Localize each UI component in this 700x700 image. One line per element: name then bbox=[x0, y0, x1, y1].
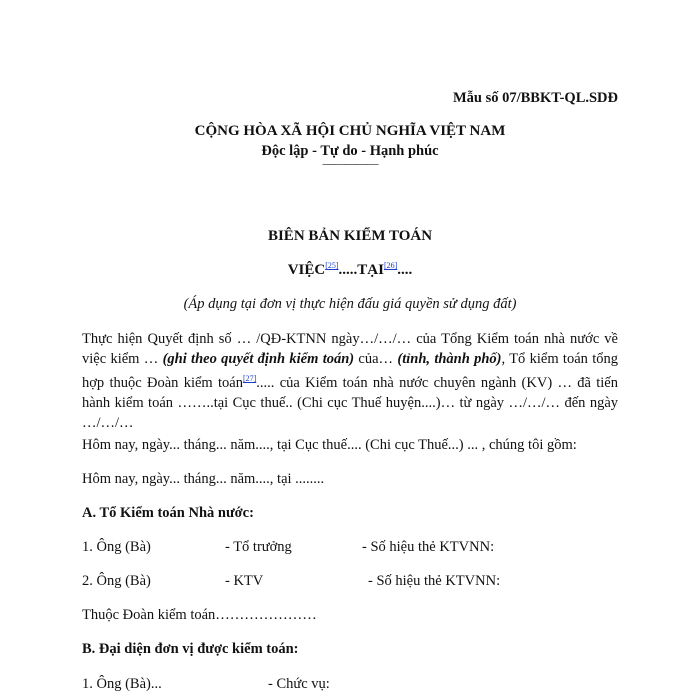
intro-text-3: của… bbox=[354, 351, 398, 367]
subtitle-part-3: .... bbox=[397, 262, 413, 278]
footnote-ref-26[interactable]: [26] bbox=[383, 261, 398, 270]
intro-note-province: (tỉnh, thành phố) bbox=[397, 351, 502, 367]
intro-text-6: ..... của Kiểm toán nhà nước chuyên ngành (KV) … đã tiến hành kiểm toán ……..tại Cục thuế.. (Chi cục Thuế huyện....)… từ ngày …/…/… đến ngày …/…/… bbox=[82, 374, 618, 431]
form-code: Mẫu số 07/BBKT-QL.SDĐ bbox=[452, 90, 618, 106]
intro-text-1: Thực hiện Quyết định số … /QĐ-KTNN ngày…/…/… của Tổng Kiểm toán nhà nước về việc kiểm … bbox=[82, 331, 618, 367]
document-title: BIÊN BẢN KIỂM TOÁN bbox=[267, 228, 433, 244]
section-a-row2-person: 2. Ông (Bà) bbox=[82, 573, 151, 589]
today-line-1: Hôm nay, ngày... tháng... năm...., tại Cục thuế.... (Chi cục Thuế...) ... , chúng tôi gồm: bbox=[82, 437, 577, 453]
footnote-ref-25[interactable]: [25] bbox=[325, 261, 339, 270]
subtitle-part-2: .....TẠI bbox=[338, 262, 384, 278]
section-b-row1-person: 1. Ông (Bà)... bbox=[82, 676, 162, 692]
section-a-row2-card: - Số hiệu thẻ KTVNN: bbox=[368, 573, 501, 589]
intro-paragraph bbox=[82, 329, 618, 433]
intro-text-5: , Tổ kiểm toán tổng hợp thuộc Đoàn kiểm toán bbox=[82, 351, 618, 391]
audit-team-line: Thuộc Đoàn kiểm toán………………… bbox=[82, 607, 317, 623]
footnote-ref-27[interactable]: [27] bbox=[242, 374, 257, 383]
country-name: CỘNG HÒA XÃ HỘI CHỦ NGHĨA VIỆT NAM bbox=[194, 123, 506, 139]
header-divider: ————— bbox=[322, 156, 378, 170]
scope-note: (Áp dụng tại đơn vị thực hiện đấu giá quyền sử dụng đất) bbox=[183, 296, 517, 312]
national-motto: Độc lập - Tự do - Hạnh phúc bbox=[261, 143, 439, 159]
section-b-row1-role: - Chức vụ: bbox=[268, 676, 330, 692]
section-a-row1-person: 1. Ông (Bà) bbox=[82, 539, 151, 555]
section-a-row2-role: - KTV bbox=[225, 573, 264, 589]
section-a-row1-role: - Tổ trưởng bbox=[225, 539, 292, 555]
subtitle-part-1: VIỆC bbox=[287, 262, 326, 278]
intro-note-decision: (ghi theo quyết định kiểm toán) bbox=[162, 351, 355, 367]
document-subtitle bbox=[0, 261, 700, 279]
section-a-heading: A. Tổ Kiểm toán Nhà nước: bbox=[82, 505, 254, 521]
section-b-heading: B. Đại diện đơn vị được kiểm toán: bbox=[82, 641, 299, 657]
today-line-2: Hôm nay, ngày... tháng... năm...., tại ........ bbox=[82, 471, 325, 487]
section-a-row1-card: - Số hiệu thẻ KTVNN: bbox=[362, 539, 495, 555]
